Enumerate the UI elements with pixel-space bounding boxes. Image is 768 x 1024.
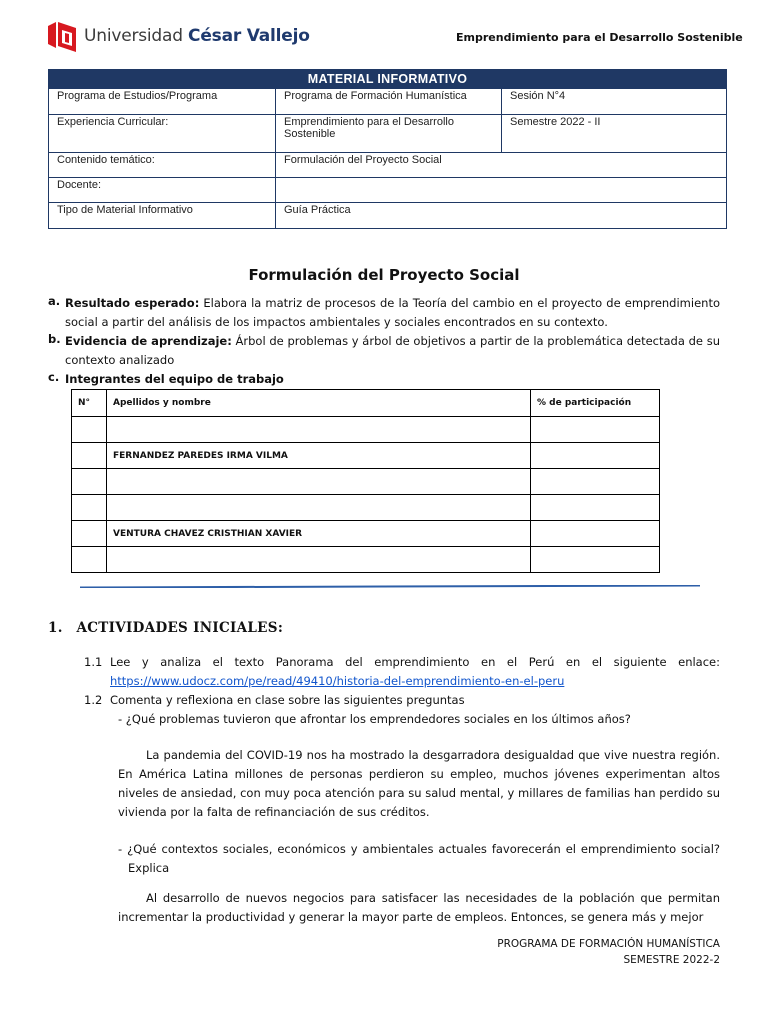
info-cell: [276, 178, 727, 203]
team-cell: [531, 443, 660, 469]
footer: [497, 936, 720, 968]
team-cell: FERNANDEZ PAREDES IRMA VILMA: [107, 443, 531, 469]
udocz-link[interactable]: https://www.udocz.com/pe/read/49410/historia-del-emprendimiento-en-el-peru: [110, 674, 565, 688]
item-a-label: Resultado esperado:: [65, 296, 200, 310]
team-cell: [107, 495, 531, 521]
team-cell: [531, 495, 660, 521]
team-row: [72, 521, 660, 547]
team-cell: [72, 443, 107, 469]
team-cell: [72, 495, 107, 521]
team-cell: [72, 547, 107, 573]
answer-2: Al desarrollo de nuevos negocios para satisfacer las necesidades de la población que permitan incrementar la productividad y generar la mayor parte de empleos. Entonces, se genera más y mejor: [118, 891, 720, 924]
team-cell: [107, 417, 531, 443]
info-cell: Docente:: [49, 178, 276, 203]
team-table: [71, 389, 660, 573]
info-cell: Formulación del Proyecto Social: [276, 153, 727, 178]
info-cell: Contenido temático:: [49, 153, 276, 178]
course-header: Emprendimiento para el Desarrollo Sostenible: [456, 31, 743, 44]
team-cell: [72, 521, 107, 547]
team-cell: [531, 469, 660, 495]
team-row: [72, 469, 660, 495]
item-letter-a: a.: [48, 294, 61, 308]
item-1-1-number: 1.1: [84, 655, 103, 669]
team-row: [72, 417, 660, 443]
university-name: Universidad César Vallejo: [84, 26, 310, 46]
info-cell: Emprendimiento para el Desarrollo Sostenible: [276, 115, 502, 153]
document-title: Formulación del Proyecto Social: [248, 266, 520, 284]
item-1-2-number: 1.2: [84, 693, 103, 707]
team-cell: [107, 469, 531, 495]
team-header-number: N°: [72, 390, 107, 417]
item-1-1-text: Lee y analiza el texto Panorama del emprendimiento en el Perú en el siguiente enlace:: [110, 655, 720, 669]
item-c: [65, 370, 284, 389]
info-table-title: MATERIAL INFORMATIVO: [49, 70, 727, 89]
info-cell: Tipo de Material Informativo: [49, 203, 276, 229]
footer-program: PROGRAMA DE FORMACIÓN HUMANÍSTICA: [497, 938, 720, 950]
question-2: - ¿Qué contextos sociales, económicos y ambientales actuales favorecerán el emprendimiento social? Explica: [118, 842, 720, 875]
item-a-text: Elabora la matriz de procesos de la Teoría del cambio en el proyecto de emprendimiento social a partir del análisis de los impactos ambientales y sociales encontrados en su contexto.: [65, 296, 720, 329]
team-cell: VENTURA CHAVEZ CRISTHIAN XAVIER: [107, 521, 531, 547]
decorative-divider: [80, 585, 700, 588]
info-cell: Experiencia Curricular:: [49, 115, 276, 153]
section-title: 1. ACTIVIDADES INICIALES:: [48, 620, 284, 636]
university-logo-icon: [48, 22, 76, 52]
team-row: [72, 495, 660, 521]
item-b: [65, 332, 720, 370]
item-letter-c: c.: [48, 370, 60, 384]
team-header-participation: % de participación: [531, 390, 660, 417]
info-cell: Guía Práctica: [276, 203, 727, 229]
item-1-1: [110, 653, 720, 691]
team-cell: [107, 547, 531, 573]
footer-semester: SEMESTRE 2022-2: [623, 954, 720, 966]
team-cell: [72, 469, 107, 495]
question-1: - ¿Qué problemas tuvieron que afrontar los emprendedores sociales en los últimos años?: [118, 712, 631, 726]
item-b-text: Árbol de problemas y árbol de objetivos a partir de la problemática detectada de su contexto analizado: [65, 334, 720, 367]
item-1-2-text: Comenta y reflexiona en clase sobre las siguientes preguntas: [110, 693, 465, 707]
item-c-label: Integrantes del equipo de trabajo: [65, 372, 284, 386]
item-b-label: Evidencia de aprendizaje:: [65, 334, 232, 348]
info-table: [48, 69, 727, 229]
item-letter-b: b.: [48, 332, 61, 346]
info-cell: Programa de Estudios/Programa: [49, 89, 276, 115]
team-cell: [531, 521, 660, 547]
item-a: [65, 294, 720, 332]
team-cell: [72, 417, 107, 443]
info-cell: Programa de Formación Humanística: [276, 89, 502, 115]
team-cell: [531, 547, 660, 573]
info-cell: Sesión N°4: [502, 89, 727, 115]
team-header-name: Apellidos y nombre: [107, 390, 531, 417]
answer-1: La pandemia del COVID-19 nos ha mostrado la desgarradora desigualdad que vive nuestra región. En América Latina millones de personas perdieron su empleo, muchos jóvenes experimentan altos niveles de ansiedad, con muy poca atención para su salud mental, y millares de familias han perdido su vivienda por la falta de refinanciación de sus créditos.: [118, 748, 720, 819]
team-cell: [531, 417, 660, 443]
team-row: [72, 443, 660, 469]
info-cell: Semestre 2022 - II: [502, 115, 727, 153]
team-row: [72, 547, 660, 573]
